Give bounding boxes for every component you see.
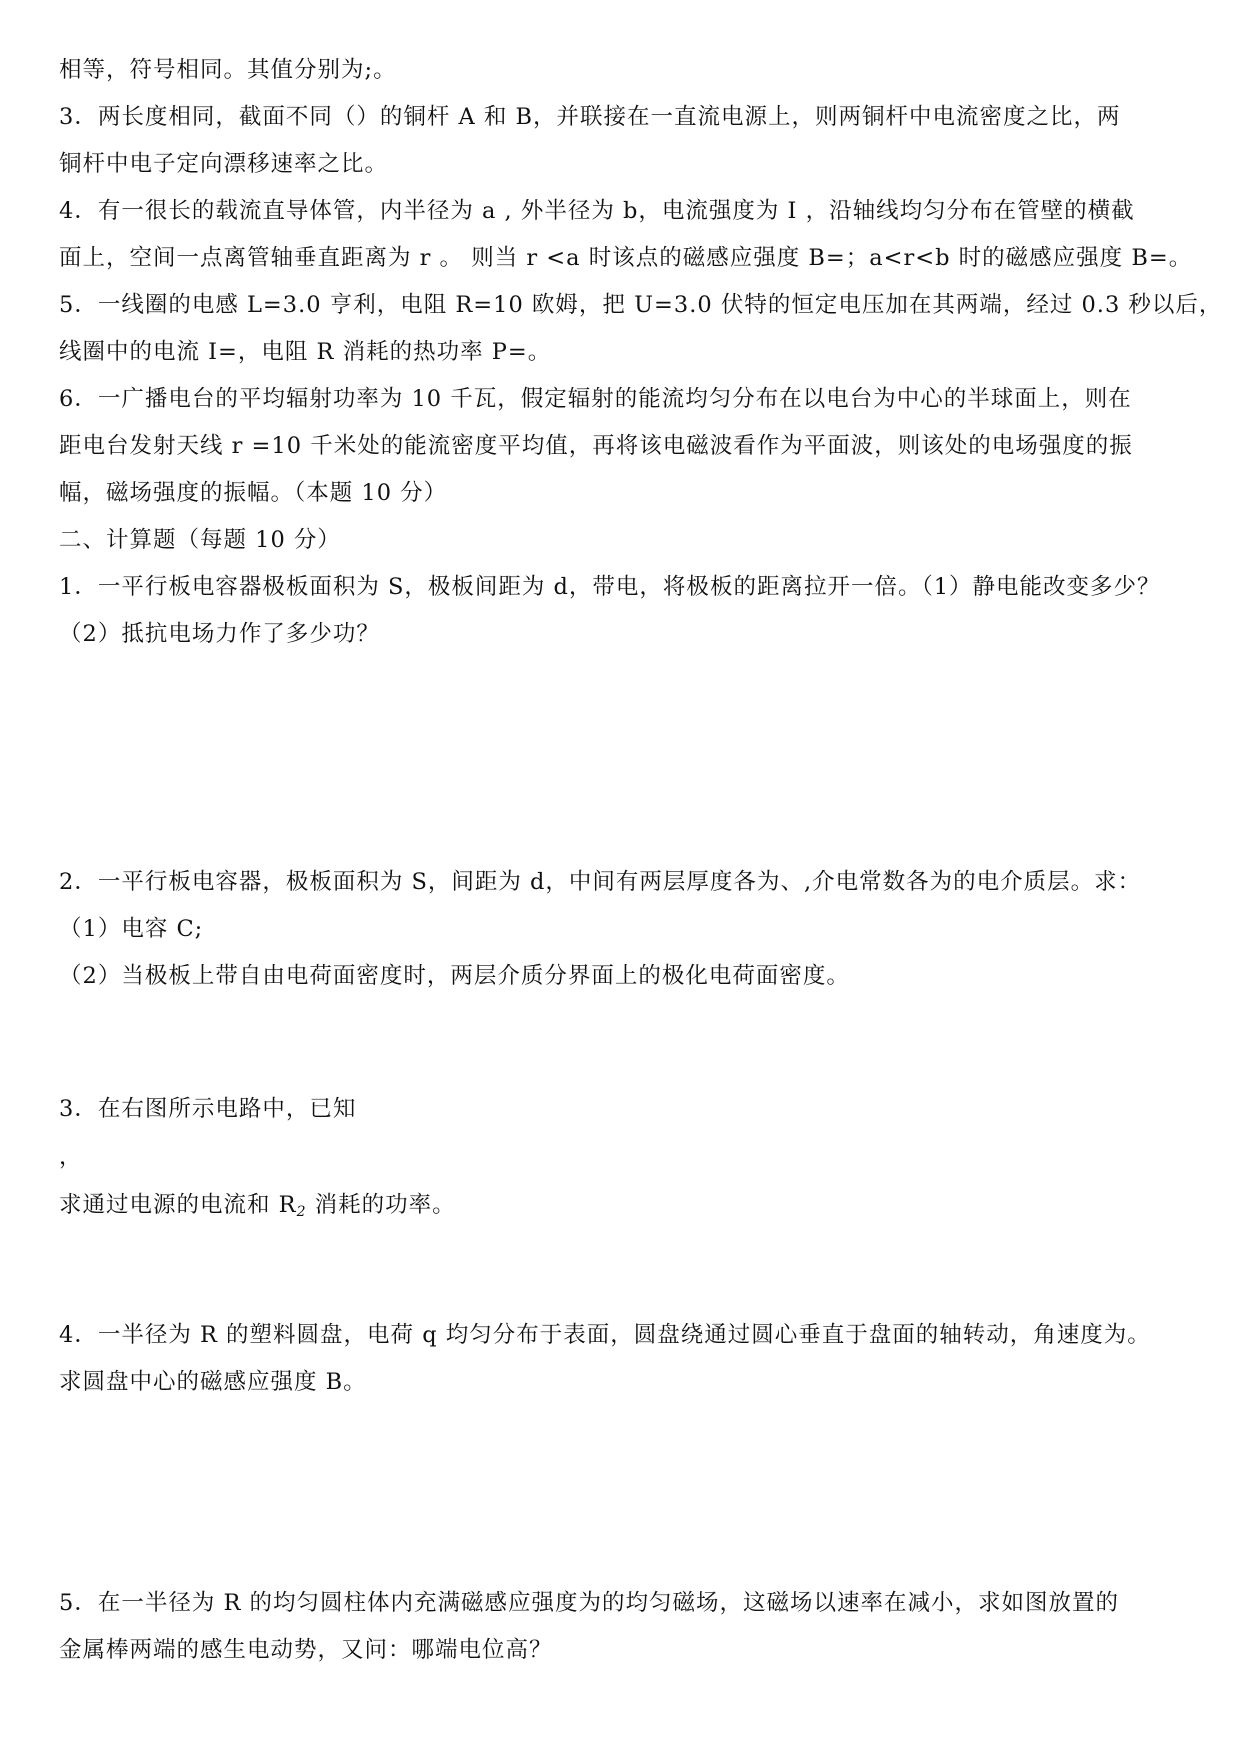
question-6-line-1: 6．一广播电台的平均辐射功率为 10 千瓦，假定辐射的能流均匀分布在以电台为中心的半球面上，则在 <box>59 386 1132 412</box>
section-heading-calculation: 二、计算题（每题 10 分） <box>59 527 341 553</box>
calc-3-subscript: 2 <box>296 1204 307 1220</box>
question-6-line-2: 距电台发射天线 r =10 千米处的能流密度平均值，再将该电磁波看作为平面波，则该处的电场强度的振 <box>59 433 1133 459</box>
line-1: 相等，符号相同。其值分别为;。 <box>59 57 397 83</box>
calc-3-text-pre: 求通过电源的电流和 R <box>59 1192 297 1218</box>
calc-5-line-1: 5．在一半径为 R 的均匀圆柱体内充满磁感应强度为的均匀磁场，这磁场以速率在减小，求如图放置的 <box>59 1590 1120 1616</box>
question-4-line-2: 面上，空间一点离管轴垂直距离为 r 。 则当 r <a 时该点的磁感应强度 B=；a<r<b 时的磁感应强度 B=。 <box>59 245 1193 271</box>
question-6-line-3: 幅，磁场强度的振幅。（本题 10 分） <box>59 480 448 506</box>
question-4-line-1: 4．有一很长的载流直导体管，内半径为 a , 外半径为 b，电流强度为 I ，沿轴线均匀分布在管壁的横截 <box>59 198 1135 224</box>
calc-1-line-2: （2）抵抗电场力作了多少功？ <box>59 621 380 647</box>
question-5-line-1: 5．一线圈的电感 L=3.0 亨利，电阻 R=10 欧姆，把 U=3.0 伏特的恒定电压加在其两端，经过 0.3 秒以后， <box>59 292 1223 318</box>
calc-1-line-1: 1．一平行板电容器极板面积为 S，极板间距为 d，带电，将极板的距离拉开一倍。（1）静电能改变多少？ <box>59 574 1161 600</box>
calc-4-line-2: 求圆盘中心的磁感应强度 B。 <box>59 1369 367 1395</box>
calc-3-line-1: 3．在右图所示电路中，已知 <box>59 1096 357 1122</box>
calc-3-line-2: ， <box>59 1144 83 1170</box>
calc-2-line-3: （2）当极板上带自由电荷面密度时，两层介质分界面上的极化电荷面密度。 <box>59 963 850 989</box>
calc-3-line-3 <box>59 1190 1199 1227</box>
calc-3-text-post: 消耗的功率。 <box>306 1192 456 1218</box>
question-3-line-2: 铜杆中电子定向漂移速率之比。 <box>59 151 389 177</box>
calc-2-line-2: （1）电容 C; <box>59 916 204 942</box>
calc-4-line-1: 4．一半径为 R 的塑料圆盘，电荷 q 均匀分布于表面，圆盘绕通过圆心垂直于盘面的轴转动，角速度为。 <box>59 1322 1151 1348</box>
question-5-line-2: 线圈中的电流 I=，电阻 R 消耗的热功率 P=。 <box>59 339 552 365</box>
calc-5-line-2: 金属棒两端的感生电动势，又问：哪端电位高？ <box>59 1637 553 1663</box>
calc-2-line-1: 2．一平行板电容器，极板面积为 S，间距为 d，中间有两层厚度各为、,介电常数各为的电介质层。求： <box>59 869 1142 895</box>
question-3-line-1: 3．两长度相同，截面不同（）的铜杆 A 和 B，并联接在一直流电源上，则两铜杆中电流密度之比，两 <box>59 104 1121 130</box>
